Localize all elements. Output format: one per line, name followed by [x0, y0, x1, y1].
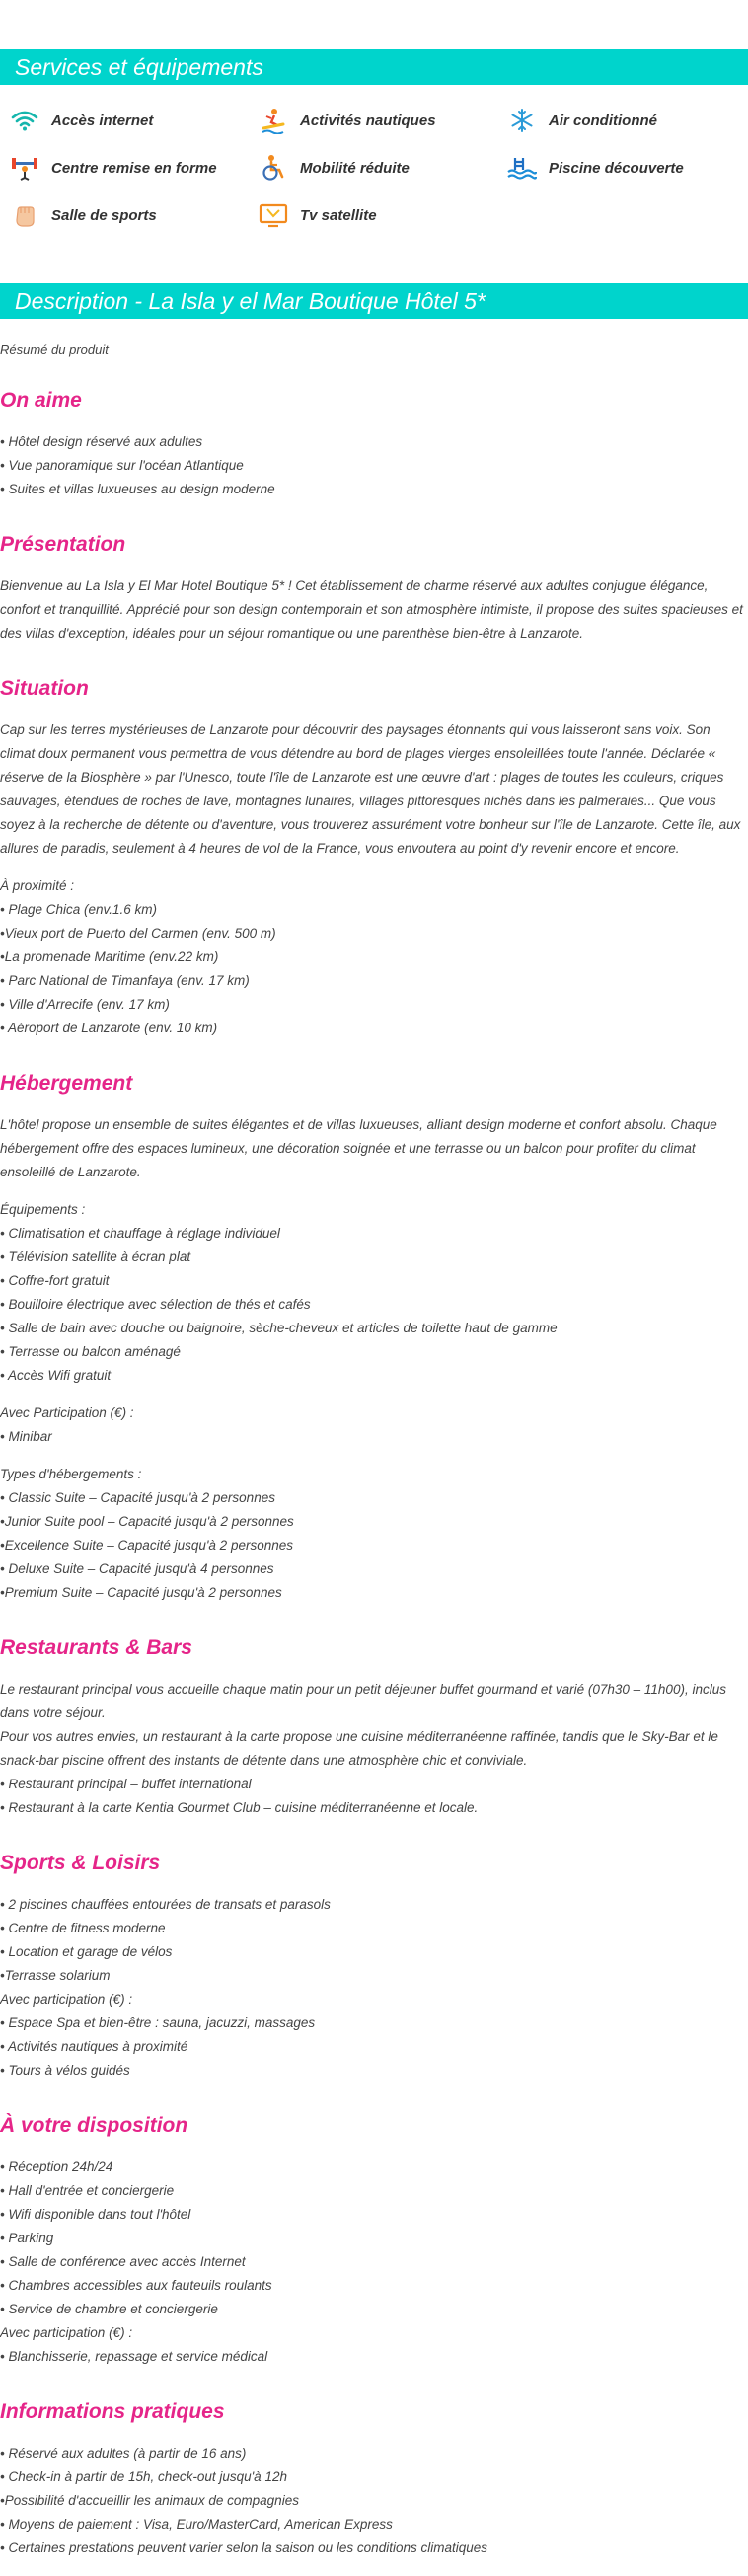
nearby-title: À proximité :	[0, 878, 75, 893]
list-item: •Terrasse solarium	[0, 1968, 111, 1983]
list-item: • Certaines prestations peuvent varier selon la saison ou les conditions climatiques	[0, 2540, 487, 2555]
paid-title: Avec Participation (€) :	[0, 1405, 134, 1420]
list-item: •Vieux port de Puerto del Carmen (env. 500 m)	[0, 926, 276, 941]
list-item: • Aéroport de Lanzarote (env. 10 km)	[0, 1021, 218, 1035]
paid-list	[0, 1402, 748, 1449]
service-label: Activités nautiques	[300, 112, 436, 129]
list-item: • Moyens de paiement : Visa, Euro/MasterCard, American Express	[0, 2517, 393, 2532]
section-title-hebergement: Hébergement	[0, 1072, 133, 1095]
presentation-text: Bienvenue au La Isla y El Mar Hotel Boutique 5* ! Cet établissement de charme réservé aux adultes conjugue élégance, confort et tranquillité. Apprécié pour son design contemporain et son atmosphère intimiste, il propose des suites spacieuses et des villas d'exception, idéales pour un séjour romantique ou une parenthèse bien-être à Lanzarote.	[0, 578, 743, 641]
list-item: • Ville d'Arrecife (env. 17 km)	[0, 997, 170, 1012]
fist-icon	[10, 201, 39, 229]
list-item: •Junior Suite pool – Capacité jusqu'à 2 personnes	[0, 1514, 294, 1529]
description-header: Description - La Isla y el Mar Boutique Hôtel 5*	[0, 283, 748, 319]
section-title-presentation: Présentation	[0, 533, 126, 556]
list-item: • Bouilloire électrique avec sélection de thés et cafés	[0, 1297, 311, 1312]
service-item-gym	[10, 201, 259, 229]
service-item-nautical	[259, 107, 507, 134]
services-header: Services et équipements	[0, 49, 748, 85]
list-item: • Réception 24h/24	[0, 2159, 113, 2174]
restaurants-text: Le restaurant principal vous accueille chaque matin pour un petit déjeuner buffet gourmand et varié (07h30 – 11h00), inclus dans votre séjour.	[0, 1682, 726, 1720]
room-types-title: Types d'hébergements :	[0, 1467, 142, 1481]
section-title-infos: Informations pratiques	[0, 2400, 225, 2423]
service-item-pool	[507, 154, 748, 182]
list-item: • Accès Wifi gratuit	[0, 1368, 112, 1383]
list-item: • Check-in à partir de 15h, check-out jusqu'à 12h	[0, 2469, 287, 2484]
wheelchair-icon	[259, 154, 288, 182]
list-item: • Activités nautiques à proximité	[0, 2039, 188, 2054]
list-item: •Excellence Suite – Capacité jusqu'à 2 personnes	[0, 1538, 293, 1553]
list-item: Avec participation (€) :	[0, 2325, 133, 2340]
list-item: • Suites et villas luxueuses au design moderne	[0, 482, 275, 496]
service-label: Salle de sports	[51, 206, 157, 224]
list-item: • Chambres accessibles aux fauteuils roulants	[0, 2278, 272, 2293]
service-label: Accès internet	[51, 112, 154, 129]
fitness-icon	[10, 154, 39, 182]
list-item: • Hôtel design réservé aux adultes	[0, 434, 203, 449]
room-types-list	[0, 1463, 748, 1605]
service-item-internet	[10, 107, 259, 134]
section-title-situation: Situation	[0, 677, 89, 700]
section-title-on-aime: On aime	[0, 389, 82, 412]
service-item-fitness	[10, 154, 259, 182]
list-item: • Réservé aux adultes (à partir de 16 ans)	[0, 2446, 247, 2461]
service-label: Air conditionné	[549, 112, 657, 129]
list-item: • Tours à vélos guidés	[0, 2063, 130, 2078]
section-title-sports: Sports & Loisirs	[0, 1852, 161, 1874]
service-item-ac	[507, 107, 748, 134]
list-item: Avec participation (€) :	[0, 1992, 133, 2007]
service-item-mobility	[259, 154, 507, 182]
list-item: • Service de chambre et conciergerie	[0, 2302, 218, 2316]
hebergement-text: L'hôtel propose un ensemble de suites élégantes et de villas luxueuses, alliant design moderne et confort absolu. Chaque hébergement offre des espaces lumineux, une décoration soignée et une terrasse ou un balcon pour profiter du climat ensoleillé de Lanzarote.	[0, 1117, 717, 1179]
nearby-list	[0, 874, 748, 1040]
list-item: • Hall d'entrée et conciergerie	[0, 2183, 175, 2198]
disposition-list	[0, 2156, 748, 2369]
equipments-title: Équipements :	[0, 1202, 86, 1217]
list-item: • Classic Suite – Capacité jusqu'à 2 personnes	[0, 1490, 275, 1505]
service-label: Mobilité réduite	[300, 159, 410, 177]
snowflake-icon	[507, 107, 537, 134]
list-item: • Location et garage de vélos	[0, 1944, 173, 1959]
wifi-icon	[10, 107, 39, 134]
sports-list	[0, 1893, 748, 2083]
list-item: • Parking	[0, 2231, 54, 2245]
restaurants-list	[0, 1678, 748, 1820]
list-item: • Espace Spa et bien-être : sauna, jacuzzi, massages	[0, 2015, 316, 2030]
list-item: • Terrasse ou balcon aménagé	[0, 1344, 181, 1359]
list-item: •Premium Suite – Capacité jusqu'à 2 personnes	[0, 1585, 282, 1600]
tv-icon	[259, 201, 288, 229]
service-item-tv	[259, 201, 507, 229]
list-item: • Salle de conférence avec accès Internet	[0, 2254, 246, 2269]
list-item: • Télévision satellite à écran plat	[0, 1250, 191, 1264]
list-item: • Parc National de Timanfaya (env. 17 km)	[0, 973, 250, 988]
list-item: • Salle de bain avec douche ou baignoire, sèche-cheveux et articles de toilette haut de gamme	[0, 1321, 558, 1335]
list-item: • Deluxe Suite – Capacité jusqu'à 4 personnes	[0, 1561, 274, 1576]
section-title-disposition: À votre disposition	[0, 2114, 188, 2137]
list-item: • Climatisation et chauffage à réglage individuel	[0, 1226, 280, 1241]
list-item: • Restaurant à la carte Kentia Gourmet Club – cuisine méditerranéenne et locale.	[0, 1800, 479, 1815]
list-item: •Possibilité d'accueillir les animaux de compagnies	[0, 2493, 299, 2508]
list-item: • 2 piscines chauffées entourées de transats et parasols	[0, 1897, 331, 1912]
list-item: • Vue panoramique sur l'océan Atlantique	[0, 458, 244, 473]
on-aime-list	[0, 430, 748, 501]
list-item: • Coffre-fort gratuit	[0, 1273, 110, 1288]
list-item: • Plage Chica (env.1.6 km)	[0, 902, 158, 917]
list-item: •La promenade Maritime (env.22 km)	[0, 949, 219, 964]
list-item: • Minibar	[0, 1429, 52, 1444]
service-label: Piscine découverte	[549, 159, 684, 177]
list-item: • Centre de fitness moderne	[0, 1921, 166, 1935]
product-summary: Résumé du produit	[0, 342, 109, 357]
equipments-list	[0, 1198, 748, 1388]
services-grid	[0, 85, 748, 229]
surfer-icon	[259, 107, 288, 134]
infos-list	[0, 2442, 748, 2560]
service-label: Tv satellite	[300, 206, 377, 224]
list-item: • Wifi disponible dans tout l'hôtel	[0, 2207, 191, 2222]
restaurants-text: Pour vos autres envies, un restaurant à la carte propose une cuisine méditerranéenne raffinée, tandis que le Sky-Bar et le snack-bar piscine offrent des instants de détente dans une atmosphère chic et conviviale.	[0, 1729, 718, 1768]
pool-icon	[507, 154, 537, 182]
service-label: Centre remise en forme	[51, 159, 217, 177]
list-item: • Blanchisserie, repassage et service médical	[0, 2349, 268, 2364]
situation-text: Cap sur les terres mystérieuses de Lanzarote pour découvrir des paysages étonnants qui vous laisseront sans voix. Son climat doux permanent vous permettra de vous détendre au bord de plages vierges ensoleillées toute l'année. Déclarée « réserve de la Biosphère » par l'Unesco, toute l'île de Lanzarote est une œuvre d'art : plages de toutes les couleurs, criques sauvages, étendues de roches de lave, montagnes lunaires, villages pittoresques nichés dans les palmeraies... Que vous soyez à la recherche de détente ou d'aventure, vous trouverez assurément votre bonheur sur l'île de Lanzarote. Cette île, aux allures de paradis, seulement à 4 heures de vol de la France, vous envoutera au point d'y revenir encore et encore.	[0, 722, 741, 856]
section-title-restaurants: Restaurants & Bars	[0, 1636, 192, 1659]
list-item: • Restaurant principal – buffet international	[0, 1777, 252, 1791]
